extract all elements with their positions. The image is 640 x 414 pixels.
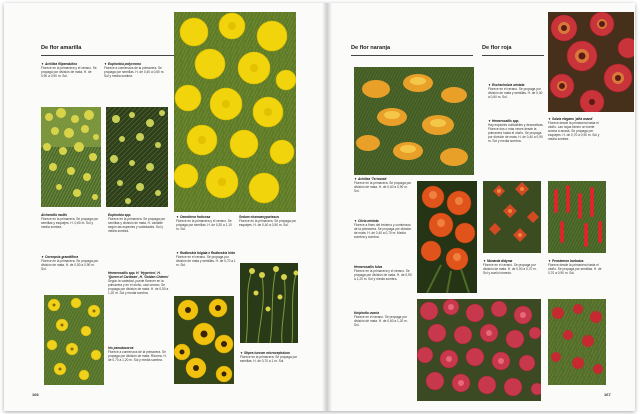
entry-clivia-miniata: ▼Clivia miniata Florece a fines del invierno y comienzos de la primavera. Se propaga por división de mata. H. de 0,40 a 0,70 m. Media sombra y sombra. (354, 219, 412, 240)
arrow-icon: ▼ (104, 62, 107, 66)
photo-hemerocallis-red (483, 181, 541, 253)
arrow-icon: ▼ (548, 117, 551, 121)
entry-monarda-didyma: ▼Monarda didyma Florece en el verano. Se propaga por división de mata. H. de 0,50 a 0,70 m. Sol y suelo húmedo. (483, 259, 537, 276)
photo-oenothera-fruticosa (174, 12, 296, 212)
book-spread (4, 3, 635, 411)
photo-red-daisies (548, 12, 634, 112)
arrow-icon: ▼ (176, 251, 179, 255)
arrow-icon: ▼ (354, 177, 357, 181)
entry-euphorbia-polycroma: ▼Euphorbia polycroma Florece a comienzos de la primavera. Se propaga por semillas. H. de 0,40 a 0,60 m. Sol y media sombra. (104, 62, 165, 79)
page-number-left: 166 (32, 392, 39, 397)
arrow-icon: ▼ (176, 215, 179, 219)
entry-stipes-microcephalum: ▼Stipes turcom microcephalum Florece en la primavera. Se propaga por semillas. H. de 0,70 a 1 m. Sol. (240, 351, 298, 364)
entry-alchemilla-mollis: Alchemilla mollis Florece en la primavera. Se propaga por semillas y esquejes. H. 0,60 m. Sol y media sombra. (41, 213, 99, 230)
entry-iris-pseudacorus: Iris pseudacorus Florece a comienzos de la primavera. Se propaga por división de mata. Rizoma. H. de 0,70 a 1,20 m. Sol y media sombra. (108, 346, 167, 363)
entry-rudbeckia: ▼Rudbeckia fulgida e Rudbeckia hirta Florece en el verano. Se propaga por división de mata y semillas. H. de 0,70 a 1 m. Sol. (176, 251, 236, 268)
photo-rudbeckia (174, 296, 234, 384)
arrow-icon: ▼ (483, 259, 486, 263)
photo-salvia-elegans (548, 181, 606, 253)
photo-monarda-didyma (417, 299, 541, 401)
section-heading-orange: De flor naranja (351, 45, 391, 51)
entry-coreopsis-grandiflora: ▼Coreopsis grandiflora Florece en la primavera. Se propaga por división de mata. H. de 0,50 a 0,90 m. Sol. (41, 255, 99, 272)
photo-achillea-terracota (354, 67, 474, 175)
arrow-icon: ▼ (41, 62, 44, 66)
photo-euphorbia-spp (106, 107, 168, 207)
heading-rule (351, 55, 473, 56)
arrow-icon: ▼ (240, 351, 243, 355)
book-gutter (322, 3, 332, 411)
entry-salvia-elegans: ▼Salvia elegans 'piña ananá' Florece desde la primavera hasta el otoño. Las hojas tienen un fuerte aroma a ananá. Se propaga por esquejes. H. de 0,70 a 0,90 m. Sol y media sombra. (548, 117, 600, 142)
section-heading-yellow: De flor amarilla (41, 45, 82, 51)
entry-euphorbia-spp: Euphorbia spp. Florece en la primavera. Se propaga por semillas y división de mata. H. variable según las especies y variedades. Sol y media sombra. (108, 213, 166, 234)
heading-rule (41, 55, 174, 56)
photo-alchemilla-mollis (41, 107, 101, 207)
photo-coreopsis-grandiflora (44, 295, 104, 385)
entry-hemerocallis-spp: Hemerocallis spp. H. 'Hyperion', H. 'Queen of Caribean', H. 'Golden Chimes' Según la variedad, puede florecer en la primavera y en el otoño, casi verano. Se propaga por división de mata. H. de 0,50 a 1,20 m. Sol y media sombra. (108, 271, 169, 296)
entry-achillea-filipendulina: ▼Achillea filipendulina Florece en la primavera y el verano. Se propaga por división de mata. H. de 0,90 a 0,90 m. Sol. (41, 62, 97, 79)
entry-eschscholzia-aristata: ▼Eschscholzia aristata Florece en el verano. Se propaga por división de mata y semillas. H. de 0,40 a 0,60 m. Sol. (488, 83, 543, 100)
arrow-icon: ▼ (41, 255, 44, 259)
arrow-icon: ▼ (488, 83, 491, 87)
arrow-icon: ▼ (548, 259, 551, 263)
entry-hemerocallis-fulva: Hemerocallis fulva Florece en la primavera y el verano. Se propaga por división de mata. H. de 0,90 a 1,20 m. Sol y media sombra. (354, 265, 412, 282)
arrow-icon: ▼ (354, 219, 357, 223)
entry-hemerocallis-spp-red: ▼Hemerocallis spp. Hay especies cultivables y decorativas. Florece dos o más veces desde la primavera hasta el otoño. Se propaga por división de mata. H. de 0,40 a 0,90 m. Sol y media sombra. (488, 119, 544, 144)
entry-sedum-chamaecyparissus: Sedum chamaecyparissus Florece en la primavera. Se propaga por esquejes. H. de 0,40 a 0,50 m. Sol. (239, 215, 297, 228)
entry-penstemon-barbatus: ▼Penstemon barbatus Florece desde la primavera hasta el otoño. Se propaga por semillas. H. de 0,70 a 0,90 m. Sol. (548, 259, 602, 276)
heading-rule (482, 55, 544, 56)
photo-clivia-miniata (417, 181, 477, 293)
page-number-right: 167 (604, 392, 611, 397)
arrow-icon: ▼ (488, 119, 491, 123)
entry-achillea-terracota: ▼Achillea 'Terracota' Florece en la primavera. Se propaga por división de mata. H. de 0,60 a 0,90 m. Sol. (354, 177, 412, 194)
entry-oenothera-fruticosa: ▼Oenothera fruticosa Florece en la primavera y el verano. Se propaga por semillas. H. de 0,30 a 1,10 m. Sol. (176, 215, 232, 232)
section-heading-red: De flor roja (482, 45, 512, 51)
entry-kniphofia-uvaria: Kniphofia uvaria Florece en el verano. Se propaga por división de mata. H. de 0,60 a 1,20 m. Sol. (354, 311, 408, 328)
photo-sedum-chamaecyparissus (240, 263, 298, 343)
photo-penstemon-barbatus (548, 299, 606, 385)
